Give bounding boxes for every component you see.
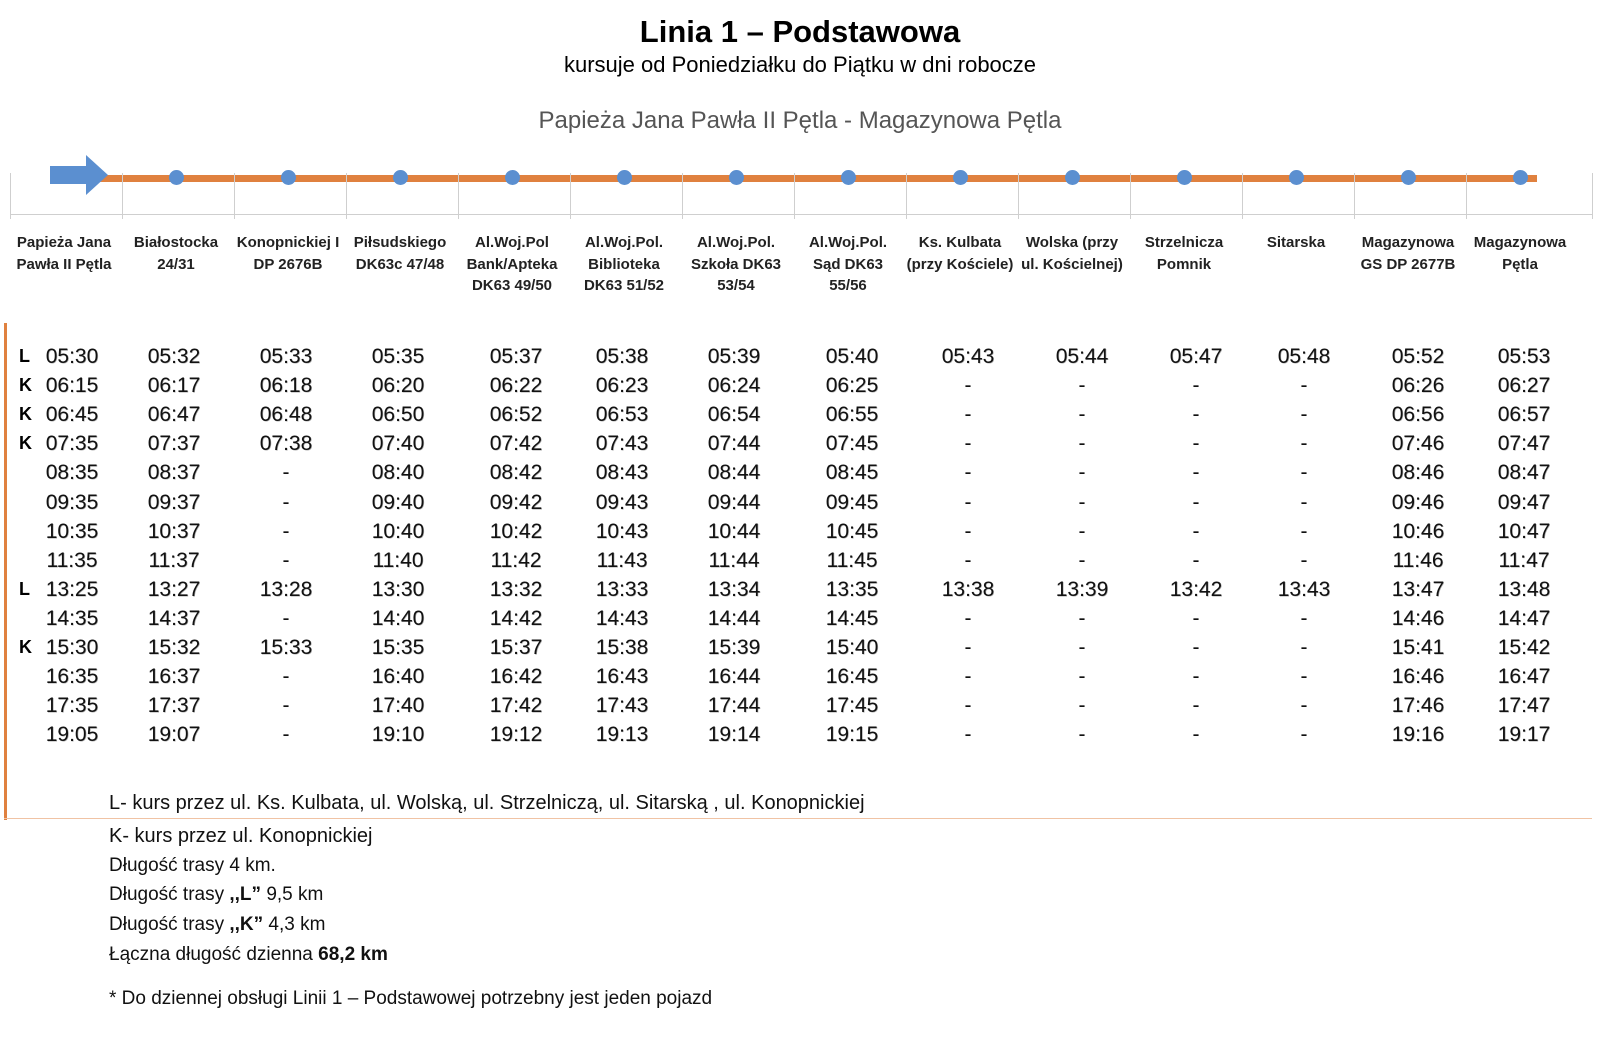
departure-time: 09:37 (147, 490, 201, 514)
departure-time: 17:42 (489, 694, 543, 718)
stop-name: Konopnickiej I DP 2676B (236, 234, 340, 273)
axis-tick (1354, 173, 1355, 219)
departure-time: 06:27 (1497, 374, 1551, 398)
departure-time: - (1078, 403, 1086, 427)
departure-time: - (1300, 723, 1308, 747)
departure-time: 08:43 (595, 461, 649, 485)
departure-time: 13:25 (45, 577, 99, 601)
timetable-row (0, 342, 1600, 371)
stop-dot (169, 170, 184, 185)
departure-time: - (1078, 490, 1086, 514)
departure-time: - (282, 665, 290, 689)
departure-time: 19:15 (825, 723, 879, 747)
departure-time: 08:35 (45, 461, 99, 485)
timetable-row (0, 488, 1600, 517)
departure-time: 08:42 (489, 461, 543, 485)
departure-time: 13:28 (259, 577, 313, 601)
timetable-row (0, 633, 1600, 662)
departure-time: - (1300, 461, 1308, 485)
axis-tick (1130, 173, 1131, 219)
departure-time: 07:35 (45, 432, 99, 456)
departure-time: 10:42 (489, 519, 543, 543)
departure-time: 11:40 (372, 548, 424, 572)
departure-time: 06:56 (1391, 403, 1445, 427)
departure-time: - (1078, 461, 1086, 485)
departure-time: 05:30 (45, 345, 99, 368)
axis-tick (794, 173, 795, 219)
departure-time: - (1192, 432, 1200, 456)
departure-time: - (964, 519, 972, 543)
departure-time: 15:32 (147, 636, 201, 659)
departure-time: 13:35 (825, 577, 879, 601)
departure-time: 06:25 (825, 374, 879, 398)
departure-time: 14:44 (707, 606, 761, 630)
departure-time: 15:30 (45, 636, 99, 659)
departure-time: 16:44 (707, 665, 761, 689)
departure-time: - (282, 548, 290, 572)
departure-time: - (1192, 403, 1200, 427)
route-length-k (109, 914, 325, 936)
stop-dot (841, 170, 856, 185)
stop-dot (1401, 170, 1416, 185)
departure-time: 06:15 (45, 374, 99, 398)
departure-time: 19:07 (147, 723, 201, 747)
legend-k-note: K- kurs przez ul. Konopnickiej (109, 825, 373, 847)
departure-time: 07:42 (489, 432, 543, 456)
departure-time: 17:43 (595, 694, 649, 718)
page-subtitle: kursuje od Poniedziałku do Piątku w dni robocze (563, 52, 1037, 77)
departure-time: 05:53 (1497, 345, 1551, 368)
axis-tick (1242, 173, 1243, 219)
departure-time: 13:27 (147, 577, 201, 601)
stop-name: Al.Woj.Pol. Szkoła DK63 53/54 (690, 234, 782, 294)
departure-time: 06:55 (825, 403, 879, 427)
departure-time: - (964, 694, 972, 718)
timetable-row (0, 720, 1600, 749)
departure-time: 05:38 (595, 345, 649, 368)
timetable-row (0, 546, 1600, 575)
departure-time: 07:38 (259, 432, 313, 456)
departure-time: 09:43 (595, 490, 649, 514)
axis-tick (1018, 173, 1019, 219)
stop-dot (729, 170, 744, 185)
departure-time: 06:52 (489, 403, 543, 427)
departure-time: 07:44 (707, 432, 761, 456)
departure-time: 14:42 (489, 606, 543, 630)
departure-time: 15:37 (489, 636, 543, 659)
departure-time: 09:44 (707, 490, 761, 514)
departure-time: 05:32 (147, 345, 201, 368)
departure-time: 09:42 (489, 490, 543, 514)
route-length-k-prefix: Długość trasy (109, 914, 230, 935)
stop-name: Ks. Kulbata (przy Kościele) (906, 234, 1014, 273)
course-flag: K (19, 637, 32, 657)
departure-time: - (1300, 519, 1308, 543)
footnote: * Do dziennej obsługi Linii 1 – Podstawowej potrzebny jest jeden pojazd (109, 988, 713, 1009)
departure-time: - (1192, 636, 1200, 659)
departure-time: 17:40 (371, 694, 425, 718)
departure-time: 11:45 (826, 548, 878, 572)
departure-time: 09:47 (1497, 490, 1551, 514)
stop-name: Wolska (przy ul. Kościelnej) (1021, 234, 1123, 273)
departure-time: 06:23 (595, 374, 649, 398)
stop-name: Magazynowa Pętla (1473, 234, 1567, 273)
departure-time: 05:47 (1169, 345, 1223, 368)
departure-time: 16:43 (595, 665, 649, 689)
departure-time: - (282, 519, 290, 543)
course-flag: K (19, 433, 32, 454)
departure-time: 10:44 (707, 519, 761, 543)
departure-time: 06:47 (147, 403, 201, 427)
departure-time: 10:47 (1497, 519, 1551, 543)
axis-tick (682, 173, 683, 219)
route-length-l-value: 9,5 km (261, 884, 324, 905)
stop-dot (1513, 170, 1528, 185)
departure-time: 15:39 (707, 636, 761, 659)
departure-time: 14:40 (371, 606, 425, 630)
axis-tick (1592, 173, 1593, 219)
stop-dot (281, 170, 296, 185)
departure-time: - (964, 636, 972, 659)
departure-time: - (282, 461, 290, 485)
departure-time: 09:46 (1391, 490, 1445, 514)
departure-time: 13:33 (595, 577, 649, 601)
stop-dot (505, 170, 520, 185)
departure-time: - (282, 694, 290, 718)
departure-time: 13:43 (1277, 577, 1331, 601)
departure-time: 11:44 (708, 548, 760, 572)
daily-length (109, 944, 388, 966)
departure-time: - (1300, 374, 1308, 398)
page-title: Linia 1 – Podstawowa (639, 14, 961, 49)
route-name: Papieża Jana Pawła II Pętla - Magazynowa Pętla (538, 107, 1062, 134)
stop-dot (393, 170, 408, 185)
departure-time: 11:35 (46, 548, 98, 572)
departure-time: - (1300, 606, 1308, 630)
stop-name: Magazynowa GS DP 2677B (1360, 234, 1456, 273)
departure-time: 11:43 (596, 548, 648, 572)
departure-time: 10:35 (45, 519, 99, 543)
departure-time: 07:37 (147, 432, 201, 456)
route-length-l-label: ,,L” (229, 884, 262, 905)
departure-time: - (1078, 519, 1086, 543)
departure-time: - (1192, 374, 1200, 398)
departure-time: 15:35 (371, 636, 425, 659)
departure-time: 09:40 (371, 490, 425, 514)
departure-time: - (964, 461, 972, 485)
timetable-row (0, 458, 1600, 487)
direction-arrow-icon (50, 155, 112, 195)
departure-time: - (1300, 665, 1308, 689)
departure-time: - (1192, 665, 1200, 689)
departure-time: 09:35 (45, 490, 99, 514)
stop-dot (1065, 170, 1080, 185)
route-length-l (109, 884, 323, 906)
departure-time: 11:47 (1498, 548, 1550, 572)
departure-time: 05:44 (1055, 345, 1109, 368)
departure-time: - (1078, 606, 1086, 630)
departure-time: - (1192, 461, 1200, 485)
departure-time: 06:20 (371, 374, 425, 398)
departure-time: - (1300, 694, 1308, 718)
departure-time: - (282, 723, 290, 747)
route-length-l-prefix: Długość trasy (109, 884, 230, 905)
departure-time: 10:45 (825, 519, 879, 543)
course-flag: L (19, 346, 30, 366)
departure-time: - (282, 606, 290, 630)
timetable-bottom-border (4, 818, 1592, 819)
axis-tick (122, 173, 123, 219)
stop-name: Strzelnicza Pomnik (1144, 234, 1224, 273)
departure-time: 11:46 (1392, 548, 1444, 572)
axis-tick (346, 173, 347, 219)
departure-time: 08:46 (1391, 461, 1445, 485)
departure-time: 19:05 (45, 723, 99, 747)
departure-time: - (964, 432, 972, 456)
departure-time: 17:47 (1497, 694, 1551, 718)
legend-l-note: L- kurs przez ul. Ks. Kulbata, ul. Wolską, ul. Strzelniczą, ul. Sitarską , ul. Konopnickiej (109, 792, 865, 814)
axis-tick (10, 173, 11, 219)
departure-time: 19:14 (707, 723, 761, 747)
timetable-row (0, 400, 1600, 429)
departure-time: 17:46 (1391, 694, 1445, 718)
departure-time: - (1192, 606, 1200, 630)
departure-time: - (1192, 519, 1200, 543)
departure-time: - (1192, 548, 1200, 572)
departure-time: 13:38 (941, 577, 995, 601)
departure-time: 09:45 (825, 490, 879, 514)
stop-name: Al.Woj.Pol. Biblioteka DK63 51/52 (583, 234, 665, 294)
route-line (100, 175, 1537, 182)
departure-time: 13:42 (1169, 577, 1223, 601)
departure-time: 19:17 (1497, 723, 1551, 747)
course-flag: K (19, 404, 32, 425)
departure-time: 10:46 (1391, 519, 1445, 543)
departure-time: 14:43 (595, 606, 649, 630)
departure-time: 19:10 (371, 723, 425, 747)
axis-tick (1466, 173, 1467, 219)
departure-time: 06:50 (371, 403, 425, 427)
departure-time: - (964, 606, 972, 630)
timetable-row (0, 575, 1600, 604)
departure-time: 16:40 (371, 665, 425, 689)
stop-dot (617, 170, 632, 185)
departure-time: - (964, 490, 972, 514)
timetable-row (0, 662, 1600, 691)
departure-time: 15:33 (259, 636, 313, 659)
departure-time: 07:43 (595, 432, 649, 456)
course-flag: K (19, 375, 32, 396)
departure-time: 05:39 (707, 345, 761, 368)
departure-time: 05:33 (259, 345, 313, 368)
departure-time: 08:47 (1497, 461, 1551, 485)
axis-tick (906, 173, 907, 219)
departure-time: 07:45 (825, 432, 879, 456)
departure-time: 16:37 (147, 665, 201, 689)
departure-time: 13:32 (489, 577, 543, 601)
departure-time: - (1078, 665, 1086, 689)
departure-time: 06:17 (147, 374, 201, 398)
stop-dot (1289, 170, 1304, 185)
departure-time: 16:47 (1497, 665, 1551, 689)
departure-time: 06:54 (707, 403, 761, 427)
daily-length-prefix: Łączna długość dzienna (109, 944, 319, 965)
departure-time: - (1078, 636, 1086, 659)
departure-time: - (1300, 432, 1308, 456)
departure-time: 16:42 (489, 665, 543, 689)
stop-name: Al.Woj.Pol. Sąd DK63 55/56 (808, 234, 888, 294)
departure-time: - (1078, 694, 1086, 718)
departure-time: - (1300, 548, 1308, 572)
departure-time: - (1078, 723, 1086, 747)
departure-time: - (1300, 636, 1308, 659)
stop-name: Piłsudskiego DK63c 47/48 (353, 234, 447, 273)
departure-time: - (1078, 432, 1086, 456)
departure-time: 17:45 (825, 694, 879, 718)
stop-name: Białostocka 24/31 (133, 234, 219, 273)
departure-time: - (1300, 403, 1308, 427)
route-length-k-value: 4,3 km (263, 914, 326, 935)
departure-time: 10:43 (595, 519, 649, 543)
departure-time: 19:12 (489, 723, 543, 747)
departure-time: - (964, 723, 972, 747)
axis-tick (570, 173, 571, 219)
departure-time: 16:45 (825, 665, 879, 689)
departure-time: 17:35 (45, 694, 99, 718)
departure-time: 16:35 (45, 665, 99, 689)
departure-time: 14:47 (1497, 606, 1551, 630)
departure-time: 15:38 (595, 636, 649, 659)
departure-time: 15:42 (1497, 636, 1551, 659)
departure-time: 17:37 (147, 694, 201, 718)
departure-time: 07:46 (1391, 432, 1445, 456)
departure-time: 17:44 (707, 694, 761, 718)
departure-time: 14:46 (1391, 606, 1445, 630)
departure-time: 19:16 (1391, 723, 1445, 747)
departure-time: - (1192, 694, 1200, 718)
departure-time: 15:40 (825, 636, 879, 659)
departure-time: - (1078, 374, 1086, 398)
departure-time: - (1192, 723, 1200, 747)
departure-time: 13:48 (1497, 577, 1551, 601)
departure-time: 06:26 (1391, 374, 1445, 398)
departure-time: 06:45 (45, 403, 99, 427)
departure-time: 05:52 (1391, 345, 1445, 368)
departure-time: - (1192, 490, 1200, 514)
departure-time: 15:41 (1391, 636, 1445, 659)
departure-time: 11:42 (490, 548, 542, 572)
departure-time: 05:40 (825, 345, 879, 368)
departure-time: - (964, 403, 972, 427)
stop-dot (953, 170, 968, 185)
departure-time: 05:35 (371, 345, 425, 368)
departure-time: 13:39 (1055, 577, 1109, 601)
departure-time: 14:45 (825, 606, 879, 630)
timetable-row (0, 691, 1600, 720)
departure-time: 07:47 (1497, 432, 1551, 456)
departure-time: 07:40 (371, 432, 425, 456)
departure-time: 08:37 (147, 461, 201, 485)
departure-time: 13:47 (1391, 577, 1445, 601)
daily-length-value: 68,2 km (318, 944, 388, 965)
departure-time: 06:22 (489, 374, 543, 398)
departure-time: 13:30 (371, 577, 425, 601)
departure-time: - (964, 548, 972, 572)
departure-time: 10:37 (147, 519, 201, 543)
departure-time: 06:24 (707, 374, 761, 398)
stop-dot (1177, 170, 1192, 185)
timetable-row (0, 604, 1600, 633)
departure-time: 06:57 (1497, 403, 1551, 427)
axis-tick (458, 173, 459, 219)
timetable-row (0, 429, 1600, 458)
stop-name: Papieża Jana Pawła II Pętla (16, 234, 112, 273)
departure-time: 11:37 (148, 548, 200, 572)
departure-time: 08:40 (371, 461, 425, 485)
departure-time: - (964, 665, 972, 689)
departure-time: - (282, 490, 290, 514)
departure-time: - (1300, 490, 1308, 514)
stop-name: Al.Woj.Pol Bank/Apteka DK63 49/50 (466, 234, 558, 294)
axis-tick (234, 173, 235, 219)
departure-time: 14:35 (45, 606, 99, 630)
course-flag: L (19, 578, 30, 599)
departure-time: 10:40 (371, 519, 425, 543)
timetable-row (0, 517, 1600, 546)
departure-time: 08:45 (825, 461, 879, 485)
departure-time: 05:37 (489, 345, 543, 368)
departure-time: 05:43 (941, 345, 995, 368)
route-length-base: Długość trasy 4 km. (109, 855, 276, 876)
departure-time: 14:37 (147, 606, 201, 630)
stop-name: Sitarska (1266, 234, 1326, 251)
departure-time: 05:48 (1277, 345, 1331, 368)
departure-time: 06:18 (259, 374, 313, 398)
route-length-k-label: ,,K” (229, 914, 264, 935)
departure-time: - (964, 374, 972, 398)
departure-time: - (1078, 548, 1086, 572)
departure-time: 08:44 (707, 461, 761, 485)
departure-time: 19:13 (595, 723, 649, 747)
departure-time: 16:46 (1391, 665, 1445, 689)
departure-time: 13:34 (707, 577, 761, 601)
departure-time: 06:53 (595, 403, 649, 427)
timetable-row (0, 371, 1600, 400)
departure-time: 06:48 (259, 403, 313, 427)
